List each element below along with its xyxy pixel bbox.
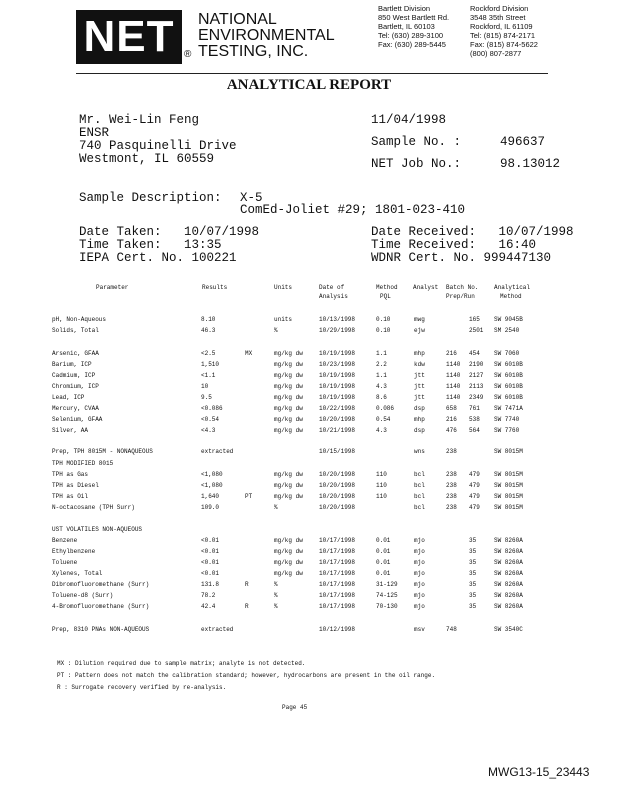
cell-prep-batch: 1140	[446, 394, 461, 401]
cell-run-batch: 35	[469, 559, 477, 566]
cell-parameter: Arsenic, GFAA	[52, 350, 99, 357]
cell-date: 10/17/1998	[319, 537, 356, 544]
cell-result: <0.01	[201, 537, 220, 544]
cell-method: SW 8015M	[494, 504, 523, 511]
col-pql: PQL	[380, 293, 391, 300]
cell-method: SW 8260A	[494, 592, 523, 599]
cell-pql: 0.54	[376, 416, 391, 423]
cell-parameter: Toluene-d8 (Surr)	[52, 592, 114, 599]
cell-date: 10/17/1998	[319, 592, 356, 599]
bartlett-line: Bartlett Division	[378, 4, 431, 13]
cell-prep-batch: 238	[446, 504, 457, 511]
cell-method: SW 7760	[494, 427, 520, 434]
cell-parameter: Barium, ICP	[52, 361, 92, 368]
cell-units: mg/kg dw	[274, 559, 303, 566]
cell-result: 8.10	[201, 316, 216, 323]
footnote-pt: PT : Pattern does not match the calibration standard; however, hydrocarbons are present in the oil range.	[57, 672, 436, 679]
cell-result: 9.5	[201, 394, 212, 401]
cell-method: SW 8260A	[494, 570, 523, 577]
cell-run-batch: 2501	[469, 327, 484, 334]
cell-units: mg/kg dw	[274, 405, 303, 412]
cell-pql: 0.086	[376, 405, 395, 412]
cell-analyst: jtt	[414, 383, 425, 390]
cell-units: mg/kg dw	[274, 416, 303, 423]
cell-units: mg/kg dw	[274, 493, 303, 500]
cell-date: 10/17/1998	[319, 603, 356, 610]
cell-units: mg/kg dw	[274, 394, 303, 401]
cell-prep-batch: 1140	[446, 383, 461, 390]
rockford-line: Tel: (815) 874-2171	[470, 31, 536, 40]
cell-date: 10/19/1998	[319, 383, 356, 390]
cell-run-batch: 35	[469, 548, 477, 555]
cell-result: <1,080	[201, 482, 223, 489]
cell-prep-batch: 1140	[446, 361, 461, 368]
cell-result: 42.4	[201, 603, 216, 610]
cell-analyst: dsp	[414, 405, 425, 412]
date-received: Date Received: 10/07/1998	[371, 225, 574, 239]
report-title: ANALYTICAL REPORT	[226, 77, 392, 93]
cell-analyst: kdw	[414, 361, 425, 368]
cell-parameter: Dibromofluoromethane (Surr)	[52, 581, 150, 588]
col-batch-no: Batch No.	[446, 284, 479, 291]
cell-method: SW 8260A	[494, 548, 523, 555]
cell-pql: 1.1	[376, 372, 387, 379]
cell-date: 10/19/1998	[319, 372, 356, 379]
cell-units: units	[274, 316, 293, 323]
time-received: Time Received: 16:40	[371, 238, 537, 252]
cell-analyst: mhp	[414, 416, 425, 423]
cell-parameter: pH, Non-Aqueous	[52, 316, 107, 323]
company-name-line-2: ENVIRONMENTAL	[198, 27, 335, 44]
bartlett-line: Fax: (630) 289-5445	[378, 40, 446, 49]
cell-result: <1,080	[201, 471, 223, 478]
cell-units: mg/kg dw	[274, 361, 303, 368]
col-analytical: Analytical	[494, 284, 531, 291]
cell-run-batch: 2113	[469, 383, 484, 390]
cell-run-batch: 2190	[469, 361, 484, 368]
cell-method: SW 8015M	[494, 482, 523, 489]
cell-pql: 8.6	[376, 394, 387, 401]
cell-date: 10/22/1998	[319, 405, 356, 412]
cell-analyst: mjo	[414, 548, 425, 555]
cell-units: mg/kg dw	[274, 383, 303, 390]
cell-result: <0.01	[201, 548, 220, 555]
cell-result: 46.3	[201, 327, 216, 334]
cell-result: 1,640	[201, 493, 220, 500]
cell-pql: 2.2	[376, 361, 387, 368]
rockford-line: Fax: (815) 874-5622	[470, 40, 538, 49]
cell-parameter: UST VOLATILES NON-AQUEOUS	[52, 526, 143, 533]
cell-pql: 0.01	[376, 570, 391, 577]
report-date: 11/04/1998	[371, 113, 447, 127]
cell-units: %	[274, 504, 278, 511]
cell-pql: 1.1	[376, 350, 387, 357]
cell-pql: 4.3	[376, 427, 387, 434]
cell-prep-batch: 1140	[446, 372, 461, 379]
cell-parameter: Benzene	[52, 537, 78, 544]
cell-date: 10/17/1998	[319, 559, 356, 566]
cell-flag: R	[245, 603, 249, 610]
cell-units: mg/kg dw	[274, 570, 303, 577]
cell-prep-batch: 238	[446, 493, 457, 500]
cell-analyst: jtt	[414, 394, 425, 401]
cell-run-batch: 35	[469, 537, 477, 544]
cell-analyst: dsp	[414, 427, 425, 434]
cell-parameter: N-octacosane (TPH Surr)	[52, 504, 135, 511]
cell-run-batch: 479	[469, 504, 480, 511]
job-no-label: NET Job No.:	[371, 157, 462, 171]
cell-units: %	[274, 581, 278, 588]
sample-description-label: Sample Description:	[79, 191, 222, 205]
bartlett-line: Bartlett, IL 60103	[378, 22, 435, 31]
cell-date: 10/19/1998	[319, 394, 356, 401]
cell-result: <0.54	[201, 416, 220, 423]
cell-method: SW 8260A	[494, 537, 523, 544]
cell-result: 109.0	[201, 504, 220, 511]
cell-parameter: Ethylbenzene	[52, 548, 96, 555]
cell-method: SW 6010B	[494, 361, 523, 368]
cell-date: 10/21/1998	[319, 427, 356, 434]
cell-prep-batch: 216	[446, 350, 457, 357]
cell-method: SW 6010B	[494, 372, 523, 379]
cell-method: SW 8260A	[494, 559, 523, 566]
document-id: MWG13-15_23443	[488, 765, 590, 779]
cell-run-batch: 564	[469, 427, 480, 434]
cell-date: 10/20/1998	[319, 482, 356, 489]
cell-method: SM 2540	[494, 327, 520, 334]
cell-result: <0.01	[201, 559, 220, 566]
cell-date: 10/13/1998	[319, 316, 356, 323]
cell-run-batch: 35	[469, 603, 477, 610]
cell-result: 78.2	[201, 592, 216, 599]
col-method: Method	[376, 284, 398, 291]
cell-analyst: ejw	[414, 327, 425, 334]
cell-date: 10/19/1998	[319, 350, 356, 357]
cell-pql: 110	[376, 493, 387, 500]
cell-analyst: mjo	[414, 592, 425, 599]
cell-parameter: Chromium, ICP	[52, 383, 99, 390]
cell-analyst: mjo	[414, 581, 425, 588]
cell-analyst: bcl	[414, 471, 425, 478]
cell-run-batch: 165	[469, 316, 480, 323]
sample-description-value: X-5	[240, 191, 263, 205]
cell-parameter: Prep, TPH 8015M - NONAQUEOUS	[52, 448, 153, 455]
cell-pql: 74-125	[376, 592, 398, 599]
footnote-mx: MX : Dilution required due to sample matrix; analyte is not detected.	[57, 660, 306, 667]
cell-method: SW 9045B	[494, 316, 523, 323]
client-line: 740 Pasquinelli Drive	[79, 139, 237, 153]
cell-flag: R	[245, 581, 249, 588]
client-line: Mr. Wei-Lin Feng	[79, 113, 200, 127]
cell-date: 10/17/1998	[319, 570, 356, 577]
cell-result: <1.1	[201, 372, 216, 379]
cell-result: extracted	[201, 626, 234, 633]
cell-pql: 31-129	[376, 581, 398, 588]
cell-analyst: mjo	[414, 570, 425, 577]
cell-parameter: Cadmium, ICP	[52, 372, 96, 379]
col-results: Results	[202, 284, 228, 291]
cell-prep-batch: 238	[446, 482, 457, 489]
cell-date: 10/17/1998	[319, 581, 356, 588]
cell-flag: MX	[245, 350, 253, 357]
cell-method: SW 3540C	[494, 626, 523, 633]
cell-parameter: TPH as Oil	[52, 493, 89, 500]
cell-analyst: bcl	[414, 482, 425, 489]
cell-units: mg/kg dw	[274, 548, 303, 555]
cell-result: <0.086	[201, 405, 223, 412]
cell-analyst: mjo	[414, 537, 425, 544]
sample-no-value: 496637	[500, 135, 546, 149]
cell-parameter: TPH MODIFIED 8015	[52, 460, 114, 467]
cell-parameter: Solids, Total	[52, 327, 99, 334]
bartlett-line: 850 West Bartlett Rd.	[378, 13, 450, 22]
cell-date: 10/15/1998	[319, 448, 356, 455]
cell-method: SW 8260A	[494, 581, 523, 588]
cell-units: mg/kg dw	[274, 482, 303, 489]
cell-pql: 0.01	[376, 548, 391, 555]
cell-method: SW 6010B	[494, 394, 523, 401]
cell-prep-batch: 476	[446, 427, 457, 434]
cell-result: <2.5	[201, 350, 216, 357]
cell-method: SW 8015M	[494, 493, 523, 500]
cell-run-batch: 761	[469, 405, 480, 412]
cell-units: %	[274, 327, 278, 334]
rockford-line: 3548 35th Street	[470, 13, 526, 22]
cell-units: mg/kg dw	[274, 372, 303, 379]
col-prep-run: Prep/Run	[446, 293, 475, 300]
cell-parameter: Silver, AA	[52, 427, 89, 434]
cell-prep-batch: 238	[446, 448, 457, 455]
cell-result: 1,510	[201, 361, 220, 368]
time-taken: Time Taken: 13:35	[79, 238, 222, 252]
bartlett-line: Tel: (630) 289-3100	[378, 31, 444, 40]
cell-run-batch: 35	[469, 581, 477, 588]
wdnr-cert: WDNR Cert. No. 999447130	[371, 251, 552, 265]
sample-no-label: Sample No. :	[371, 135, 462, 149]
cell-method: SW 8015M	[494, 448, 523, 455]
cell-analyst: jtt	[414, 372, 425, 379]
iepa-cert: IEPA Cert. No. 100221	[79, 251, 237, 265]
cell-pql: 0.01	[376, 537, 391, 544]
cell-units: mg/kg dw	[274, 427, 303, 434]
cell-analyst: mwg	[414, 316, 425, 323]
cell-units: mg/kg dw	[274, 537, 303, 544]
cell-pql: 110	[376, 471, 387, 478]
cell-analyst: mjo	[414, 603, 425, 610]
cell-method: SW 7060	[494, 350, 520, 357]
cell-analyst: bcl	[414, 493, 425, 500]
cell-pql: 0.10	[376, 327, 391, 334]
rockford-line: Rockford, IL 61109	[470, 22, 533, 31]
client-line: ENSR	[79, 126, 110, 140]
cell-run-batch: 454	[469, 350, 480, 357]
cell-run-batch: 35	[469, 570, 477, 577]
job-no-value: 98.13012	[500, 157, 561, 171]
cell-run-batch: 538	[469, 416, 480, 423]
date-taken: Date Taken: 10/07/1998	[79, 225, 260, 239]
cell-run-batch: 479	[469, 482, 480, 489]
cell-pql: 110	[376, 482, 387, 489]
cell-analyst: wns	[414, 448, 425, 455]
cell-prep-batch: 748	[446, 626, 457, 633]
cell-parameter: TPH as Diesel	[52, 482, 99, 489]
cell-date: 10/23/1998	[319, 361, 356, 368]
registered-mark: ®	[184, 49, 192, 60]
cell-result: <0.01	[201, 570, 220, 577]
page-number: Page 45	[282, 704, 308, 711]
company-name-line-1: NATIONAL	[198, 11, 277, 28]
cell-run-batch: 2349	[469, 394, 484, 401]
cell-run-batch: 479	[469, 471, 480, 478]
cell-run-batch: 479	[469, 493, 480, 500]
cell-prep-batch: 216	[446, 416, 457, 423]
cell-parameter: Mercury, CVAA	[52, 405, 99, 412]
cell-prep-batch: 238	[446, 471, 457, 478]
col-parameter: Parameter	[96, 284, 129, 291]
col-date-of: Date of	[319, 284, 345, 291]
cell-date: 10/20/1998	[319, 416, 356, 423]
company-name-line-3: TESTING, INC.	[198, 43, 309, 60]
cell-method: SW 6010B	[494, 383, 523, 390]
cell-analyst: mhp	[414, 350, 425, 357]
cell-units: %	[274, 603, 278, 610]
cell-method: SW 8260A	[494, 603, 523, 610]
cell-parameter: Toluene	[52, 559, 78, 566]
col-analysis: Analysis	[319, 293, 348, 300]
cell-method: SW 7471A	[494, 405, 523, 412]
cell-flag: PT	[245, 493, 253, 500]
cell-date: 10/20/1998	[319, 493, 356, 500]
cell-units: mg/kg dw	[274, 350, 303, 357]
cell-units: mg/kg dw	[274, 471, 303, 478]
col-analyst: Analyst	[413, 284, 439, 291]
cell-method: SW 8015M	[494, 471, 523, 478]
cell-date: 10/20/1998	[319, 504, 356, 511]
rockford-line: Rockford Division	[470, 4, 529, 13]
cell-date: 10/29/1998	[319, 327, 356, 334]
cell-method: SW 7740	[494, 416, 520, 423]
cell-pql: 4.3	[376, 383, 387, 390]
client-line: Westmont, IL 60559	[79, 152, 215, 166]
footnote-r: R : Surrogate recovery verified by re-analysis.	[57, 684, 227, 691]
sample-description-site: ComEd-Joliet #29; 1801-023-410	[240, 203, 466, 217]
cell-run-batch: 35	[469, 592, 477, 599]
cell-pql: 0.01	[376, 559, 391, 566]
cell-result: 10	[201, 383, 209, 390]
cell-prep-batch: 658	[446, 405, 457, 412]
cell-date: 10/20/1998	[319, 471, 356, 478]
cell-analyst: bcl	[414, 504, 425, 511]
rockford-line: (800) 807-2877	[470, 49, 522, 58]
cell-parameter: TPH as Gas	[52, 471, 89, 478]
cell-analyst: mjo	[414, 559, 425, 566]
cell-parameter: Prep, 8310 PNAs NON-AQUEOUS	[52, 626, 150, 633]
cell-parameter: Xylenes, Total	[52, 570, 103, 577]
cell-pql: 0.10	[376, 316, 391, 323]
cell-parameter: 4-Bromofluoromethane (Surr)	[52, 603, 150, 610]
cell-date: 10/12/1998	[319, 626, 356, 633]
cell-result: extracted	[201, 448, 234, 455]
cell-run-batch: 2127	[469, 372, 484, 379]
cell-pql: 70-130	[376, 603, 398, 610]
cell-date: 10/17/1998	[319, 548, 356, 555]
cell-result: <4.3	[201, 427, 216, 434]
cell-parameter: Lead, ICP	[52, 394, 85, 401]
net-logo: NET	[76, 10, 182, 64]
cell-parameter: Selenium, GFAA	[52, 416, 103, 423]
cell-analyst: msv	[414, 626, 425, 633]
cell-units: %	[274, 592, 278, 599]
col-units: Units	[274, 284, 293, 291]
col-method-2: Method	[500, 293, 522, 300]
cell-result: 131.8	[201, 581, 220, 588]
